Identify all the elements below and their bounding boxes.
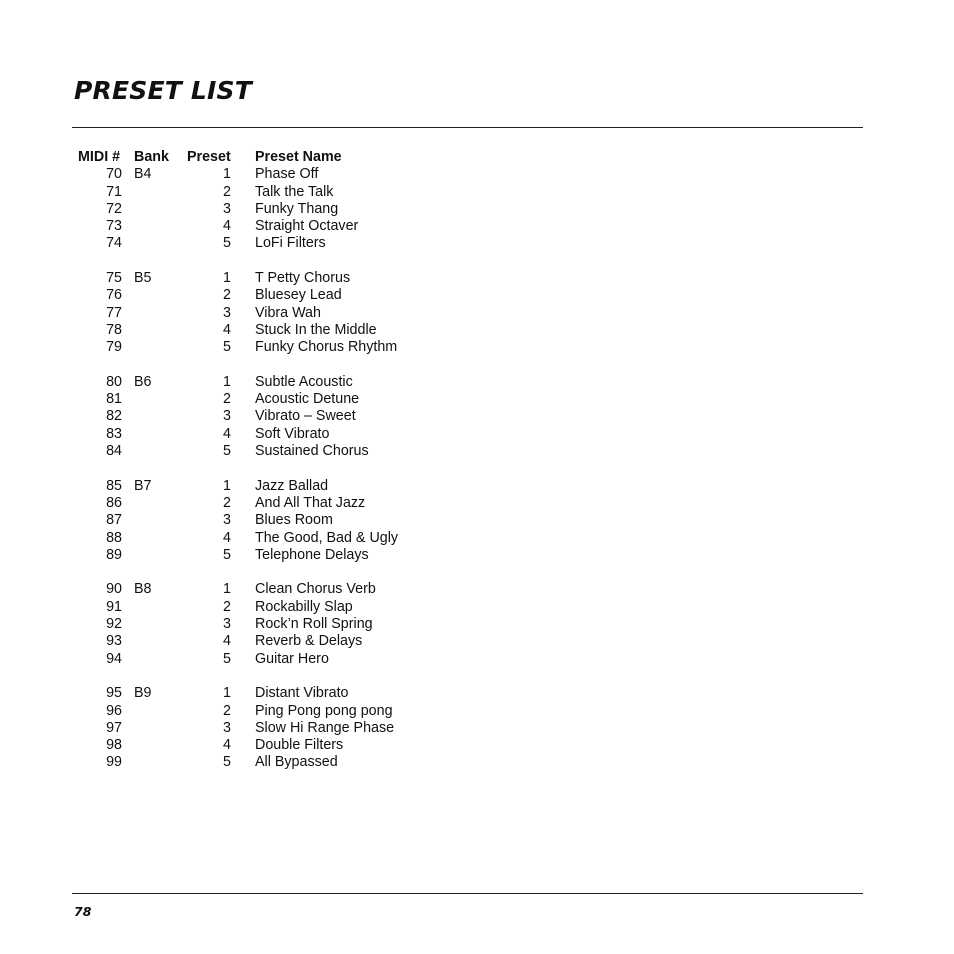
preset-number: 2 bbox=[223, 391, 231, 408]
preset-number: 5 bbox=[223, 650, 231, 667]
midi-number: 73 bbox=[106, 218, 122, 235]
preset-number: 3 bbox=[223, 616, 231, 633]
preset-name: Telephone Delays bbox=[255, 546, 369, 563]
midi-number: 80 bbox=[106, 373, 122, 390]
midi-number: 76 bbox=[106, 287, 122, 304]
midi-number: 93 bbox=[106, 633, 122, 650]
preset-number: 4 bbox=[223, 321, 231, 338]
preset-name: Guitar Hero bbox=[255, 650, 329, 667]
preset-name: LoFi Filters bbox=[255, 235, 326, 252]
preset-number: 4 bbox=[223, 425, 231, 442]
preset-name: All Bypassed bbox=[255, 754, 338, 771]
midi-number: 79 bbox=[106, 339, 122, 356]
preset-number: 5 bbox=[223, 235, 231, 252]
preset-number: 1 bbox=[223, 477, 231, 494]
midi-number: 71 bbox=[106, 183, 122, 200]
preset-number: 5 bbox=[223, 339, 231, 356]
midi-number: 89 bbox=[106, 546, 122, 563]
preset-name: T Petty Chorus bbox=[255, 270, 351, 287]
preset-name: Clean Chorus Verb bbox=[255, 581, 376, 598]
bottom-divider bbox=[72, 893, 863, 894]
midi-number: 70 bbox=[106, 166, 122, 183]
preset-number: 3 bbox=[223, 304, 231, 321]
top-divider bbox=[72, 127, 863, 128]
preset-name: The Good, Bad & Ugly bbox=[255, 529, 399, 546]
preset-name: Vibrato – Sweet bbox=[255, 408, 356, 425]
bank-label: B7 bbox=[134, 477, 152, 494]
preset-name: Vibra Wah bbox=[255, 304, 321, 321]
midi-number: 97 bbox=[106, 719, 122, 736]
header-midi: MIDI # bbox=[78, 149, 121, 165]
midi-number: 82 bbox=[106, 408, 122, 425]
midi-number: 83 bbox=[106, 425, 122, 442]
preset-name: Jazz Ballad bbox=[255, 477, 329, 494]
preset-name: Subtle Acoustic bbox=[255, 373, 353, 390]
preset-number: 4 bbox=[223, 529, 231, 546]
midi-number: 81 bbox=[106, 391, 122, 408]
midi-number: 75 bbox=[106, 270, 122, 287]
preset-name: Stuck In the Middle bbox=[255, 321, 377, 338]
midi-number: 85 bbox=[106, 477, 122, 494]
preset-name: Soft Vibrato bbox=[255, 425, 330, 442]
midi-number: 86 bbox=[106, 494, 122, 511]
bank-label: B4 bbox=[134, 166, 152, 183]
midi-number: 94 bbox=[106, 650, 122, 667]
preset-name: Rockabilly Slap bbox=[255, 598, 353, 615]
preset-name: Slow Hi Range Phase bbox=[255, 719, 395, 736]
preset-name: And All That Jazz bbox=[255, 494, 366, 511]
midi-number: 74 bbox=[106, 235, 122, 252]
preset-number: 3 bbox=[223, 200, 231, 217]
preset-number: 1 bbox=[223, 166, 231, 183]
bank-label: B9 bbox=[134, 685, 152, 702]
header-preset: Preset bbox=[187, 149, 231, 165]
midi-number: 92 bbox=[106, 616, 122, 633]
preset-name: Talk the Talk bbox=[255, 183, 334, 200]
midi-number: 88 bbox=[106, 529, 122, 546]
bank-label: B6 bbox=[134, 373, 152, 390]
midi-number: 84 bbox=[106, 443, 122, 460]
preset-number: 2 bbox=[223, 702, 231, 719]
midi-number: 98 bbox=[106, 737, 122, 754]
preset-number: 1 bbox=[223, 581, 231, 598]
preset-number: 1 bbox=[223, 373, 231, 390]
preset-number: 3 bbox=[223, 719, 231, 736]
midi-number: 96 bbox=[106, 702, 122, 719]
preset-name: Distant Vibrato bbox=[255, 685, 349, 702]
preset-name: Ping Pong pong pong bbox=[255, 702, 393, 719]
header-preset-name: Preset Name bbox=[255, 149, 342, 165]
midi-number: 72 bbox=[106, 200, 122, 217]
midi-number: 78 bbox=[106, 321, 122, 338]
preset-name: Funky Chorus Rhythm bbox=[255, 339, 398, 356]
page-title: PRESET LIST bbox=[74, 76, 252, 105]
preset-name: Sustained Chorus bbox=[255, 443, 369, 460]
preset-number: 5 bbox=[223, 443, 231, 460]
preset-name: Funky Thang bbox=[255, 200, 339, 217]
preset-name: Phase Off bbox=[255, 166, 319, 183]
midi-number: 91 bbox=[106, 598, 122, 615]
preset-name: Rock’n Roll Spring bbox=[255, 616, 373, 633]
preset-number: 2 bbox=[223, 598, 231, 615]
midi-number: 87 bbox=[106, 512, 122, 529]
preset-name: Blues Room bbox=[255, 512, 333, 529]
midi-number: 77 bbox=[106, 304, 122, 321]
page-number: 78 bbox=[74, 904, 92, 919]
midi-number: 90 bbox=[106, 581, 122, 598]
bank-label: B8 bbox=[134, 581, 152, 598]
preset-name: Reverb & Delays bbox=[255, 633, 363, 650]
preset-number: 4 bbox=[223, 633, 231, 650]
preset-number: 3 bbox=[223, 408, 231, 425]
preset-number: 4 bbox=[223, 737, 231, 754]
preset-name: Acoustic Detune bbox=[255, 391, 360, 408]
preset-number: 2 bbox=[223, 287, 231, 304]
preset-number: 5 bbox=[223, 754, 231, 771]
preset-number: 5 bbox=[223, 546, 231, 563]
bank-label: B5 bbox=[134, 270, 152, 287]
preset-number: 4 bbox=[223, 218, 231, 235]
preset-name: Straight Octaver bbox=[255, 218, 359, 235]
midi-number: 99 bbox=[106, 754, 122, 771]
midi-number: 95 bbox=[106, 685, 122, 702]
preset-name: Double Filters bbox=[255, 737, 344, 754]
preset-number: 3 bbox=[223, 512, 231, 529]
preset-number: 1 bbox=[223, 685, 231, 702]
preset-number: 1 bbox=[223, 270, 231, 287]
header-bank: Bank bbox=[134, 149, 169, 165]
preset-name: Bluesey Lead bbox=[255, 287, 342, 304]
preset-number: 2 bbox=[223, 183, 231, 200]
preset-number: 2 bbox=[223, 494, 231, 511]
